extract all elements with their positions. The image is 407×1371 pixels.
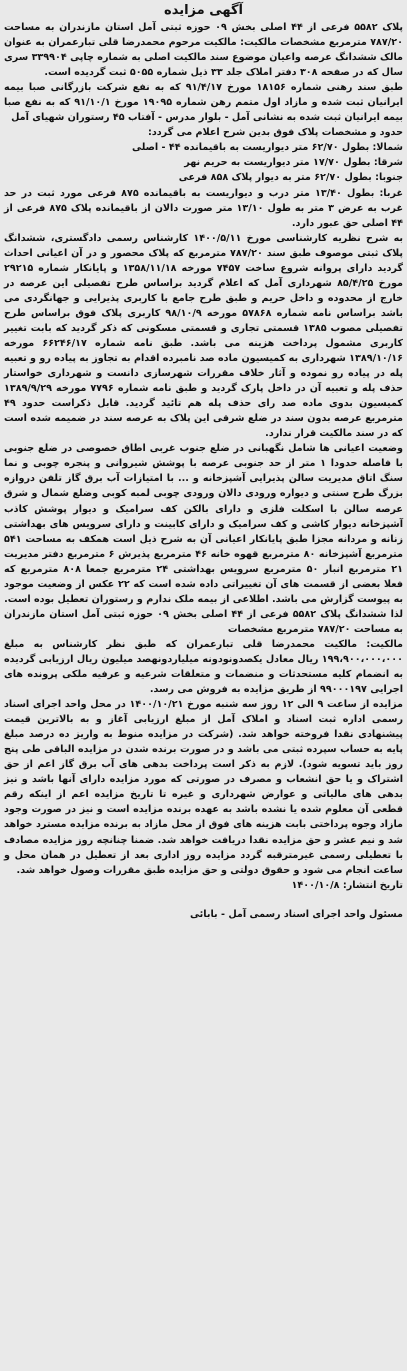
boundary-west: غربا: بطول ۱۳/۴۰ متر درب و دیواریست به باقیمانده ۸۷۵ فرعی مورد ثبت در حد غرب به عرض ۳ متر به طول ۱۳/۱۰ متر صورت دالان از باقیمانده پلاک ۸۷۵ فرعی از ۴۴ اصلی حق عبور دارد. xyxy=(4,187,404,229)
boundary-south: جنوبا: بطول ۶۲/۷۰ متر به دیوار پلاک ۸۵۸ فرعی xyxy=(178,172,403,184)
ownership-valuation-paragraph: مالکیت: مالکیت محمدرضا قلی تبارعمران که طبق نظر کارشناس به مبلغ ۱۹۹،۹۰۰،۰۰۰،۰۰۰ ریال معادل یکصدونودونه میلیاردونهصد میلیون ریال ارزیابی گردیده به انضمام کلیه مستحدثات و منضمات و متعلقات شرعیه و عرفیه ملکی پرونده های اجرایی ۹۹۰۰۰۱۹۷ از طریق مزایده به فروش می رسد. xyxy=(4,638,403,696)
boundaries-heading: حدود و مشخصات پلاک فوق بدین شرح اعلام می گردد: xyxy=(148,127,403,139)
auction-terms-paragraph: مزایده از ساعت ۹ الی ۱۲ روز سه شنبه مورخ ۱۴۰۰/۱۰/۲۱ در محل واحد اجرای اسناد رسمی اداره ثبت اسناد و املاک آمل از مبلغ ارزیابی آغاز و به بالاترین قیمت پیشنهادی نقدا فروخته خواهد شد. (شرکت در مزایده منوط به واریز ده درصد مبلغ پایه به حساب سپرده ثبتی می باشد و در صورت برنده شدن در مزایده الباقی طی پنج روز باید تسویه شود). لازم به ذکر است پرداخت بدهی های آب برق گاز اعم از حق اشتراک و یا حق انشعاب و مصرف در صورتی که مورد مزایده دارای آنها باشد و نیز بدهی های مالیاتی و عوارض شهرداری و غیره تا تاریخ مزایده اعم از اینکه رقم قطعی آن معلوم شده یا نشده باشد به عهده برنده مزایده است و نیز در صورت وجود مازاد وجوه پرداختی بابت هزینه های فوق از محل مازاد به برنده مزایده مسترد خواهد شد و نیم عشر و حق مزایده نقدا دریافت خواهد شد. ضمنا چنانچه روز مزایده مصادف با تعطیلی رسمی غیرمترقبه گردد مزایده روز اداری بعد از تعطیل در همان محل و ساعت انجام می شود و حقوق دولتی و حق مزایده طبق مقررات وصول خواهد شد. xyxy=(4,699,403,876)
publication-date: تاریخ انتشار: ۱۴۰۰/۱۰/۸ xyxy=(291,879,403,891)
notice-title: آگهی مزایده xyxy=(164,3,243,18)
boundary-north: شمالا: بطول ۶۲/۷۰ متر دیواریست به باقیمانده ۴۴ - اصلی xyxy=(132,142,403,154)
property-description-paragraph: پلاک ۵۵۸۲ فرعی از ۴۴ اصلی بخش ۰۹ حوزه ثبتی آمل استان مازندران به مساحت ۷۸۷/۲۰ مترمربع مشخصات مالکیت: مالکیت مرحوم محمدرضا قلی تبارعمران به عنوان مالک ششدانگ عرصه واعیان موضوع سند مالکیت اصلی به شماره چاپی ۳۳۹۹۰۴ سری سال که در صفحه ۳۰۸ دفتر املاک جلد ۳۳ ذیل شماره ۵۰۵۵ ثبت گردیده است. xyxy=(4,22,404,79)
buildings-status-paragraph: وضعیت اعیانی ها شامل نگهبانی در ضلع جنوب غربی اطاق خصوصی در ضلع جنوبی با فاصله حدودا ۱ متر از حد جنوبی عرصه با پوشش شیروانی و پنجره چوبی و نما سنگ اتاق مدیریت سالن پذیرایی آشپزخانه و ... با امتیازات آب برق گاز تلفن دروازه بزرگ طرح سنتی و دیواره ورودی دالان ورودی چوبی لمبه کوبی وضلع شمال و شرق عرصه سالن با اسکلت فلزی و دارای بالکن کف سرامیک و دیوار پوشش کاذب آشپزخانه دیوار کاشی و کف سرامیک و دارای کابینت و دارای سرویس های بهداشتی زنانه و مردانه مجزا طبق پایانکار اعیانی آن به شرح ذیل است همکف به مساحت ۵۴۱ مترمربع آشپزخانه ۸۰ مترمربع قهوه خانه ۴۶ مترمربع پذیرش ۶ مترمربع دفتر مدیریت ۲۱ مترمربع انبار ۵۰ مترمربع سرویس بهداشتی ۲۴ مترمربع جمعا ۸۰۸ مترمربع که فعلا بعضی از قسمت های آن تغییراتی داده شده است که ۲۲ عکس از وضعیت موجود به پیوست گزارش می باشد. اطلاعی از بیمه ملک ندارم و رستوران تعطیل بوده است. xyxy=(4,443,404,605)
property-summary-paragraph: لذا ششدانگ پلاک ۵۵۸۲ فرعی از ۴۴ اصلی بخش ۰۹ حوزه ثبتی آمل استان مازندران به مساحت ۷۸۷/۲۰ مترمربع مشخصات xyxy=(4,608,404,635)
mortgage-paragraph: طبق سند رهنی شماره ۱۸۱۵۶ مورخ ۹۱/۴/۱۷ که به نفع شرکت بازرگانی صبا بیمه ایرانیان ثبت شده و مازاد اول متمم رهن شماره ۱۹۰۹۵ مورخ ۹۱/۱۰/۱ که به نفع صبا بیمه ایرانیان ثبت شده به نشانی آمل - بلوار مدرس - آفتاب ۴۵ رستوران شهیای آمل xyxy=(4,82,404,124)
signature-line: مسئول واحد اجرای اسناد رسمی آمل - بابائی xyxy=(189,908,403,920)
boundary-east: شرقا: بطول ۱۷/۷۰ متر دیواریست به حریم نهر xyxy=(184,157,403,169)
expert-opinion-paragraph: به شرح نظریه کارشناسی مورخ ۱۴۰۰/۵/۱۱ کارشناس رسمی دادگستری، ششدانگ پلاک ثبتی موصوف طبق سند ۷۸۷/۲۰ مترمربع که پلاک محصور و در آن اعیانی احداث گردید دارای پروانه شروع ساخت ۷۴۵۷ مورخه ۱۳۵۸/۱۱/۱۸ و پایانکار شماره ۲۹۲۱۵ مورخ ۸۵/۴/۲۵ شهرداری آمل که اعلام گردید براساس طرح تفصیلی این عرصه در خارج از محدوده و داخل حریم و طبق طرح جامع با کاربری پذیرایی و جهانگردی می باشد براساس نامه شماره ۵۷۸۶۸ مورخه ۹۸/۱۰/۹ کاربری پلاک فوق براساس طرح تفصیلی مصوب ۱۳۸۵ قسمتی تجاری و قسمتی مسکونی که ذکر گردید که بابت تغییر کاربری مشمول پرداخت هزینه می باشد. طبق نامه شماره ۶۶۲۴۶/۱۷ مورخه ۱۳۸۹/۱۰/۱۶ شهرداری به کمیسیون ماده صد نامبرده اقدام به تجاوز به پیاده رو و تعبیه پله در پیاده رو نموده و آثار خلاف مقررات شهرسازی دانست و شهرداری خواستار حذف پله و تعبیه آن در داخل پارک گردید و طبق نامه شماره ۷۷۹۶ مورخه ۱۳۸۹/۹/۲۹ کمیسیون بدوی ماده صد رای حذف پله هم تائید گردید. قابل ذکراست حدود ۴۹ مترمربع عرصه بدون سند در ضلع شرقی این پلاک به عرصه سند در ضمیمه شده است که در سند مالکیت قرار ندارد. xyxy=(4,232,404,440)
